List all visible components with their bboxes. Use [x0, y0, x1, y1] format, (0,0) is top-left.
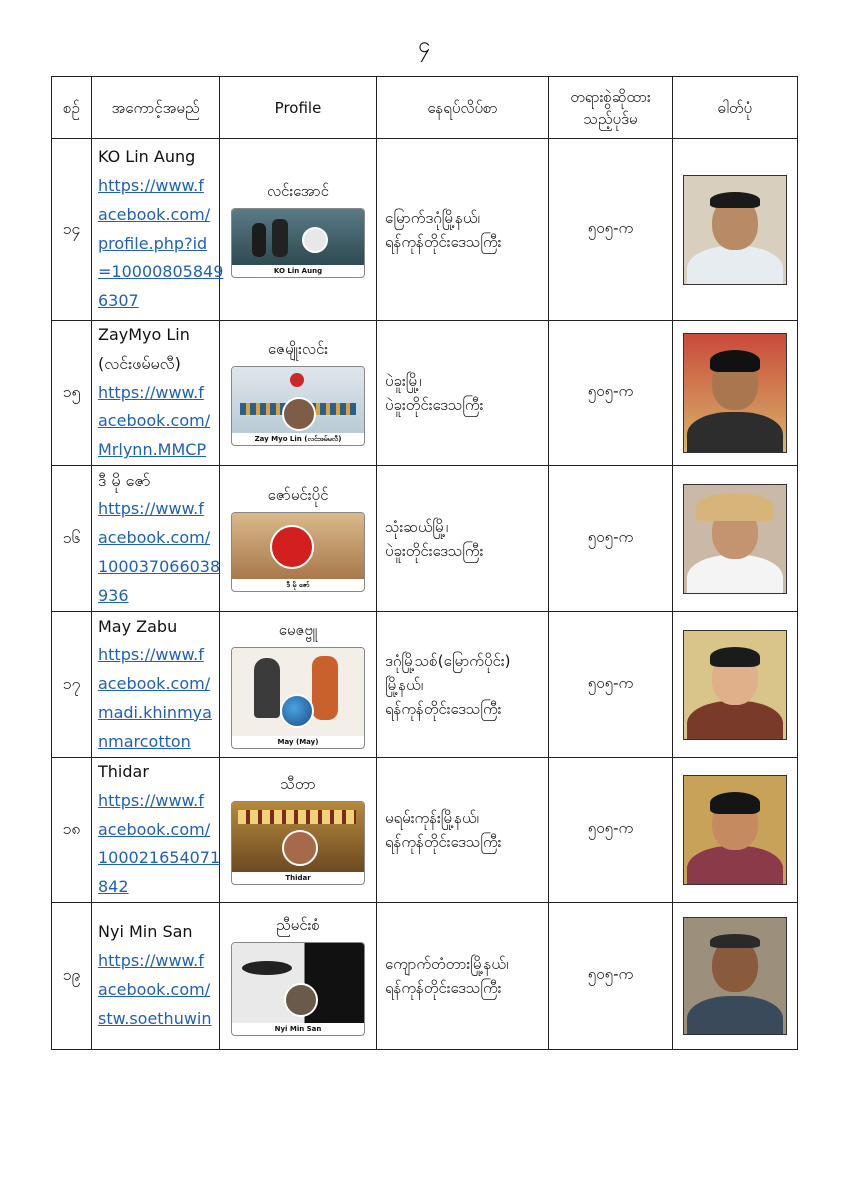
- profile-name: ဇော်မင်းပိုင်: [267, 485, 329, 504]
- profile-caption: May (May): [277, 737, 319, 746]
- address: ကျောက်တံတားမြို့နယ်၊ ရန်ကုန်တိုင်းဒေသကြီး: [377, 903, 549, 1050]
- person-photo: [683, 333, 787, 453]
- legal-section: ၅၀၅-က: [549, 903, 673, 1050]
- account-link[interactable]: https://www.f acebook.com/ 100037066038 936: [98, 499, 221, 605]
- photo-cell: [673, 758, 798, 903]
- profile-name: ဇေမျိုးလင်း: [267, 340, 329, 358]
- profile-caption: Thidar: [285, 874, 311, 882]
- account-cell: [92, 139, 224, 321]
- account-name: Nyi Min San: [98, 922, 193, 942]
- profile-thumbnail: [231, 647, 365, 749]
- table-row: [52, 139, 798, 321]
- header-photo: ဓါတ်ပုံ: [673, 77, 798, 139]
- account-name: ဒီ မို ဇော်: [98, 470, 151, 490]
- row-number: ၁၆: [52, 466, 92, 612]
- account-cell: [92, 758, 220, 903]
- header-address: နေရပ်လိပ်စာ: [377, 77, 549, 139]
- table-row: [52, 612, 798, 758]
- profile-name: လင်းအောင်: [266, 181, 329, 200]
- row-number: ၁၉: [52, 903, 92, 1050]
- person-photo: [683, 175, 787, 285]
- profile-name: မေဇဗ္ဗူ: [278, 620, 318, 639]
- row-number: ၁၈: [52, 758, 92, 903]
- person-photo: [683, 630, 787, 740]
- address: ပဲခူးမြို့၊ ပဲခူးတိုင်းဒေသကြီး: [377, 321, 549, 466]
- header-no: စဉ်: [52, 77, 92, 139]
- account-name: May Zabu: [98, 616, 178, 636]
- account-cell: [92, 903, 220, 1050]
- profile-thumbnail: [231, 512, 365, 592]
- photo-cell: [673, 466, 798, 612]
- profile-caption: ဒီ မို ဇော်: [286, 580, 310, 589]
- profile-cell: [220, 903, 377, 1050]
- person-photo: [683, 917, 787, 1035]
- account-link[interactable]: https://www.f acebook.com/ stw.soethuwin: [98, 951, 212, 1028]
- legal-section: ၅၀၅-က: [549, 139, 673, 321]
- accounts-table: [51, 76, 798, 1050]
- profile-cell: [220, 466, 377, 612]
- profile-cell: [220, 612, 377, 758]
- photo-cell: [673, 612, 798, 758]
- table-row: [52, 321, 798, 466]
- profile-caption: Zay Myo Lin (လင်းဖမ်မလီ): [254, 435, 342, 443]
- header-account: အကောင့်အမည်: [92, 77, 220, 139]
- account-name: Thidar: [98, 762, 149, 781]
- table-row: [52, 466, 798, 612]
- photo-cell: [673, 139, 798, 321]
- profile-cell: [220, 758, 377, 903]
- profile-thumbnail: [231, 208, 365, 278]
- account-link[interactable]: https://www.f acebook.com/ Mrlynn.MMCP: [98, 382, 211, 460]
- address: မရမ်းကုန်းမြို့နယ်၊ ရန်ကုန်တိုင်းဒေသကြီး: [377, 758, 549, 903]
- person-photo: [683, 775, 787, 885]
- account-name: ZayMyo Lin (လင်းဖမ်မလီ): [98, 325, 190, 373]
- profile-caption: KO Lin Aung: [273, 266, 323, 275]
- row-number: ၁၄: [52, 139, 92, 321]
- profile-name: သီတာ: [280, 775, 316, 793]
- table-row: [52, 758, 798, 903]
- account-cell: [92, 612, 220, 758]
- page-number: ၄: [417, 33, 431, 58]
- account-link[interactable]: https://www.f acebook.com/ 100021654071 842: [98, 790, 221, 897]
- profile-thumbnail: [231, 801, 365, 885]
- row-number: ၁၇: [52, 612, 92, 758]
- profile-thumbnail: [231, 366, 365, 446]
- address: ဒဂုံမြို့သစ်(မြောက်ပိုင်း) မြို့နယ်၊ ရန်ကုန်တိုင်းဒေသကြီး: [377, 612, 549, 758]
- legal-section: ၅၀၅-က: [549, 466, 673, 612]
- profile-name: ညီမင်းစံ: [276, 916, 320, 934]
- profile-caption: Nyi Min San: [274, 1025, 322, 1033]
- profile-cell: [220, 139, 377, 321]
- profile-cell: [220, 321, 377, 466]
- photo-cell: [673, 321, 798, 466]
- account-link[interactable]: https://www.f acebook.com/ madi.khinmya nmarcotton: [98, 645, 212, 751]
- address: မြောက်ဒဂုံမြို့နယ်၊ ရန်ကုန်တိုင်းဒေသကြီး: [377, 139, 549, 321]
- legal-section: ၅၀၅-က: [549, 612, 673, 758]
- table-row: [52, 903, 798, 1050]
- photo-cell: [673, 903, 798, 1050]
- account-cell: [92, 466, 220, 612]
- address: သုံးဆယ်မြို့၊ ပဲခူးတိုင်းဒေသကြီး: [377, 466, 549, 612]
- account-name: KO Lin Aung: [98, 147, 196, 167]
- account-cell: [92, 321, 220, 466]
- legal-section: ၅၀၅-က: [549, 758, 673, 903]
- profile-thumbnail: [231, 942, 365, 1036]
- legal-section: ၅၀၅-က: [549, 321, 673, 466]
- table-header-row: [52, 77, 798, 139]
- row-number: ၁၅: [52, 321, 92, 466]
- header-section: တရားစွဲဆိုထားသည့်ပုဒ်မ: [549, 77, 673, 139]
- person-photo: [683, 484, 787, 594]
- header-profile: Profile: [220, 77, 377, 139]
- account-link[interactable]: https://www.f acebook.com/ profile.php?id =10000805849 6307: [98, 175, 224, 311]
